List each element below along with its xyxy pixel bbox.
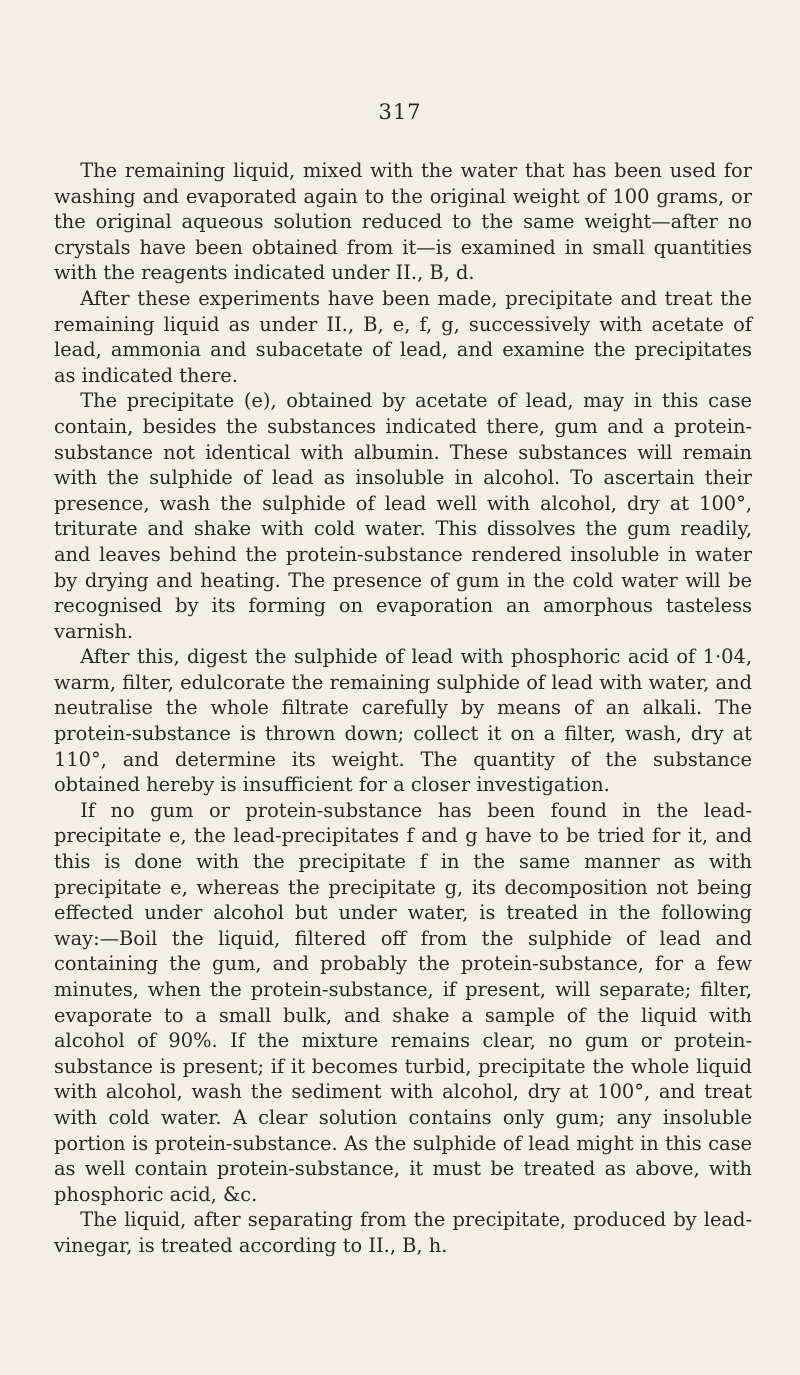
paragraph-2: After these experiments have been made, precipitate and treat the remaining liquid as under II., B, e, f, g, successively with acetate of lead, ammonia and subacetate of lead, and examine the precipitates as indicated there.	[54, 286, 752, 387]
paragraph-3: The precipitate (e), obtained by acetate of lead, may in this case contain, besides the substances indicated there, gum and a protein-substance not identical with albumin. These substances will remain with the sulphide of lead as insoluble in alcohol. To ascertain their presence, wash the sulphide of lead well with alcohol, dry at 100°, triturate and shake with cold water. This dissolves the gum readily, and leaves behind the protein-substance rendered insoluble in water by drying and heating. The presence of gum in the cold water will be recognised by its forming on evaporation an amorphous tasteless varnish.	[54, 389, 752, 643]
paragraph-6: The liquid, after separating from the precipitate, produced by lead-vinegar, is treated according to II., B, h.	[54, 1208, 752, 1257]
paragraph-4: After this, digest the sulphide of lead with phosphoric acid of 1·04, warm, filter, edulcorate the remaining sulphide of lead with water, and neutralise the whole filtrate carefully by means of an alkali. The protein-substance is thrown down; collect it on a filter, wash, dry at 110°, and determine its weight. The quantity of the substance obtained hereby is insufficient for a closer investigation.	[54, 645, 752, 797]
paragraph-1: The remaining liquid, mixed with the water that has been used for washing and evaporated again to the original weight of 100 grams, or the original aqueous solution reduced to the same weight—after no crystals have been obtained from it—is examined in small quantities with the reagents indicated under II., B, d.	[54, 159, 752, 285]
page-number: 317	[378, 100, 422, 124]
paragraph-5: If no gum or protein-substance has been found in the lead-precipitate e, the lead-precipitates f and g have to be tried for it, and this is done with the precipitate f in the same manner as with precipitate e, whereas the precipitate g, its decomposition not being effected under alcohol but under water, is treated in the following way:—Boil the liquid, filtered off from the sulphide of lead and containing the gum, and probably the protein-substance, for a few minutes, when the protein-substance, if present, will separate; filter, evaporate to a small bulk, and shake a sample of the liquid with alcohol of 90%. If the mixture remains clear, no gum or protein-substance is present; if it becomes turbid, precipitate the whole liquid with alcohol, wash the sediment with alcohol, dry at 100°, and treat with cold water. A clear solution contains only gum; any insoluble portion is protein-substance. As the sulphide of lead might in this case as well contain protein-substance, it must be treated as above, with phosphoric acid, &c.	[54, 798, 752, 1206]
body-text	[54, 158, 752, 1259]
